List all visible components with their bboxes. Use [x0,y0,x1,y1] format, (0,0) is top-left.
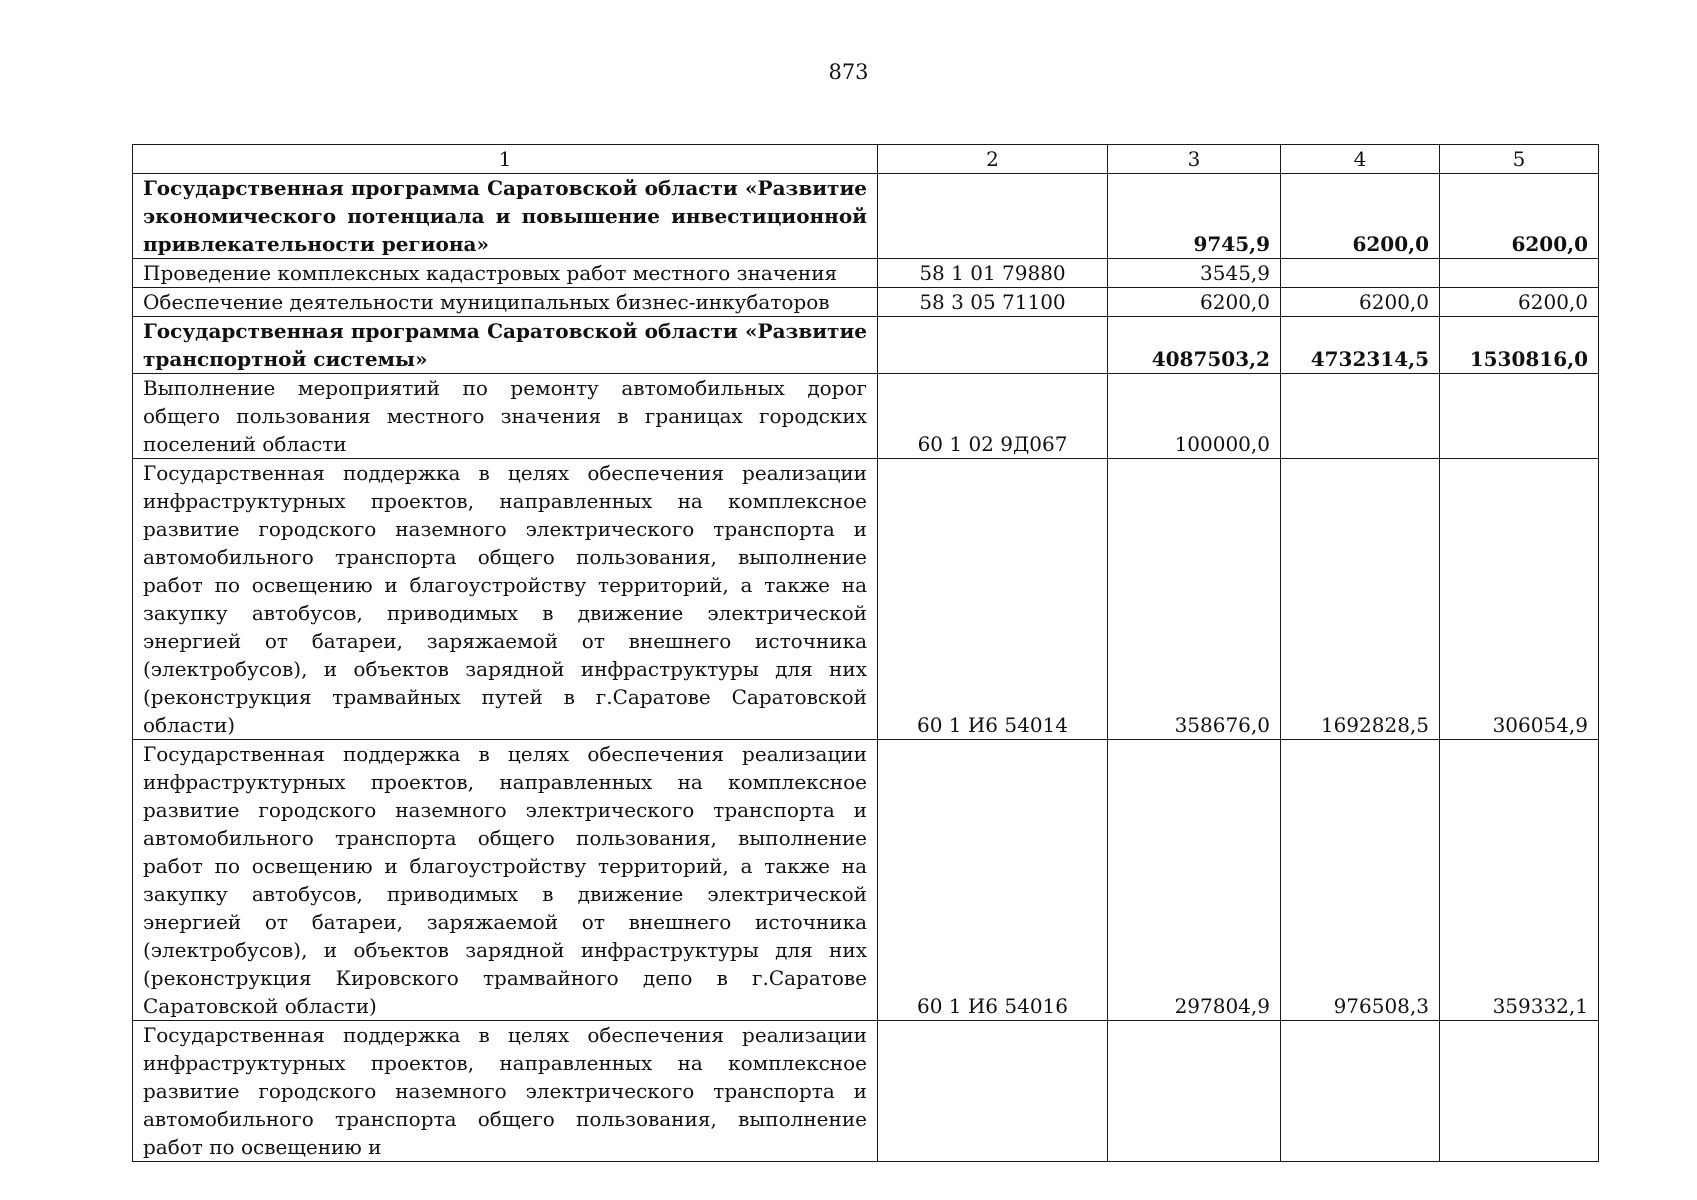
code-cell: 60 1 02 9Д067 [878,374,1108,459]
value-col3-cell: 297804,9 [1108,740,1281,1021]
table-row [133,740,1599,1021]
column-number-5: 5 [1440,145,1599,174]
table-row [133,459,1599,740]
column-number-3: 3 [1108,145,1281,174]
value-col3-cell: 9745,9 [1108,174,1281,259]
name-cell: Обеспечение деятельности муниципальных бизнес-инкубаторов [133,288,878,317]
budget-table [132,144,1599,1162]
name-cell: Выполнение мероприятий по ремонту автомобильных дорог общего пользования местного значения в границах городских поселений области [133,374,878,459]
value-col3-cell [1108,1021,1281,1162]
value-col4-cell: 976508,3 [1281,740,1440,1021]
value-col3-cell: 6200,0 [1108,288,1281,317]
name-cell: Государственная поддержка в целях обеспечения реализации инфраструктурных проектов, направленных на комплексное развитие городского наземного электрического транспорта и автомобильного транспорта общего пользования, выполнение работ по освещению и [133,1021,878,1162]
code-cell: 60 1 И6 54016 [878,740,1108,1021]
name-cell: Государственная поддержка в целях обеспечения реализации инфраструктурных проектов, направленных на комплексное развитие городского наземного электрического транспорта и автомобильного транспорта общего пользования, выполнение работ по освещению и благоустройству территорий, а также на закупку автобусов, приводимых в движение электрической энергией от батареи, заряжаемой от внешнего источника (электробусов), и объектов зарядной инфраструктуры для них (реконструкция Кировского трамвайного депо в г.Саратове Саратовской области) [133,740,878,1021]
value-col5-cell: 1530816,0 [1440,317,1599,374]
value-col4-cell: 6200,0 [1281,288,1440,317]
value-col3-cell: 4087503,2 [1108,317,1281,374]
name-cell: Государственная программа Саратовской области «Развитие транспортной системы» [133,317,878,374]
table-row [133,259,1599,288]
value-col5-cell: 6200,0 [1440,174,1599,259]
code-cell: 60 1 И6 54014 [878,459,1108,740]
name-cell: Государственная программа Саратовской области «Развитие экономического потенциала и повышение инвестиционной привлекательности региона» [133,174,878,259]
page-number: 873 [828,60,869,84]
table-row [133,288,1599,317]
value-col5-cell: 6200,0 [1440,288,1599,317]
value-col4-cell: 6200,0 [1281,174,1440,259]
value-col3-cell: 3545,9 [1108,259,1281,288]
code-cell: 58 1 01 79880 [878,259,1108,288]
value-col4-cell: 1692828,5 [1281,459,1440,740]
column-number-2: 2 [878,145,1108,174]
table-row [133,374,1599,459]
code-cell: 58 3 05 71100 [878,288,1108,317]
value-col5-cell: 359332,1 [1440,740,1599,1021]
column-number-row [133,145,1599,174]
name-cell: Проведение комплексных кадастровых работ местного значения [133,259,878,288]
column-number-1: 1 [133,145,878,174]
table-row [133,1021,1599,1162]
name-cell: Государственная поддержка в целях обеспечения реализации инфраструктурных проектов, направленных на комплексное развитие городского наземного электрического транспорта и автомобильного транспорта общего пользования, выполнение работ по освещению и благоустройству территорий, а также на закупку автобусов, приводимых в движение электрической энергией от батареи, заряжаемой от внешнего источника (электробусов), и объектов зарядной инфраструктуры для них (реконструкция трамвайных путей в г.Саратове Саратовской области) [133,459,878,740]
value-col4-cell [1281,259,1440,288]
code-cell [878,174,1108,259]
value-col3-cell: 100000,0 [1108,374,1281,459]
code-cell [878,1021,1108,1162]
code-cell [878,317,1108,374]
value-col3-cell: 358676,0 [1108,459,1281,740]
program-row [133,317,1599,374]
value-col4-cell [1281,374,1440,459]
value-col4-cell [1281,1021,1440,1162]
value-col4-cell: 4732314,5 [1281,317,1440,374]
value-col5-cell [1440,374,1599,459]
column-number-4: 4 [1281,145,1440,174]
value-col5-cell [1440,259,1599,288]
value-col5-cell [1440,1021,1599,1162]
value-col5-cell: 306054,9 [1440,459,1599,740]
program-row [133,174,1599,259]
